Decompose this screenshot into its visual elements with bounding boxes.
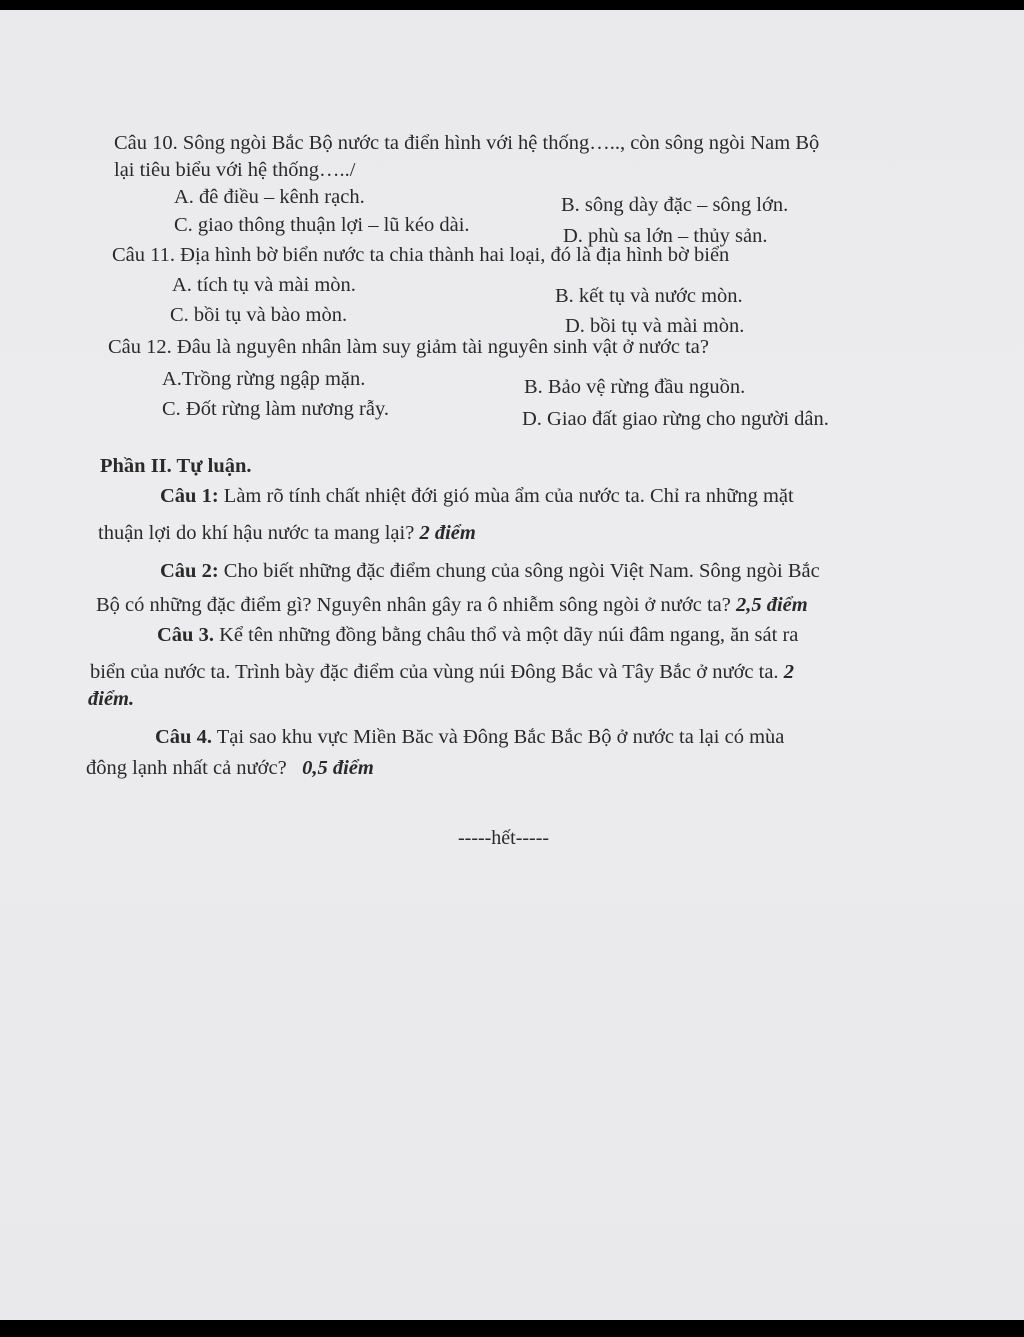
essay-q2-line1 bbox=[160, 558, 948, 584]
q12-option-c: C. Đốt rừng làm nương rẫy. bbox=[162, 398, 390, 420]
essay-q3-line1 bbox=[157, 622, 947, 648]
essay-q4-line1 bbox=[155, 724, 949, 750]
essay-q1-line1 bbox=[160, 483, 948, 509]
essay-q1-points: 2 điểm bbox=[419, 522, 476, 544]
q10-option-a: A. đê điều – kênh rạch. bbox=[174, 186, 365, 208]
q11-option-c: C. bồi tụ và bào mòn. bbox=[170, 304, 348, 326]
part2-heading: Phần II. Tự luận. bbox=[100, 455, 252, 477]
essay-q4-points: 0,5 điểm bbox=[302, 757, 374, 779]
exam-page bbox=[0, 10, 1024, 1320]
q10-option-d: D. phù sa lớn – thủy sản. bbox=[563, 225, 768, 247]
essay-q3-points-cont: điểm. bbox=[88, 688, 135, 710]
q10-line2: lại tiêu biểu với hệ thống…../ bbox=[114, 159, 356, 181]
q11-option-b: B. kết tụ và nước mòn. bbox=[555, 285, 743, 307]
essay-q4-label: Câu 4. bbox=[155, 726, 212, 748]
essay-q1-line2: thuận lợi do khí hậu nước ta mang lại? 2 điểm bbox=[98, 522, 476, 544]
q12-option-d: D. Giao đất giao rừng cho người dân. bbox=[522, 408, 829, 430]
essay-q1-text: Làm rõ tính chất nhiệt đới gió mùa ẩm của nước ta. Chỉ ra những mặt bbox=[218, 485, 794, 507]
q10-option-c: C. giao thông thuận lợi – lũ kéo dài. bbox=[174, 214, 470, 236]
q11-option-d: D. bồi tụ và mài mòn. bbox=[565, 315, 745, 337]
bottom-black-border bbox=[0, 1320, 1024, 1337]
top-black-border bbox=[0, 0, 1024, 10]
q12-option-b: B. Bảo vệ rừng đầu nguồn. bbox=[524, 376, 746, 398]
q12-option-a: A.Trồng rừng ngập mặn. bbox=[162, 368, 366, 390]
q12-question: Câu 12. Đâu là nguyên nhân làm suy giảm tài nguyên sinh vật ở nước ta? bbox=[108, 336, 709, 358]
q11-option-a: A. tích tụ và mài mòn. bbox=[172, 274, 356, 296]
essay-q4-text: Tại sao khu vực Miền Băc và Đông Bắc Bắc Bộ ở nước ta lại có mùa bbox=[211, 726, 785, 748]
essay-q2-points: 2,5 điểm bbox=[735, 594, 808, 616]
q10-line1: Câu 10. Sông ngòi Bắc Bộ nước ta điển hình với hệ thống….., còn sông ngòi Nam Bộ bbox=[114, 132, 820, 154]
end-marker: -----hết----- bbox=[458, 827, 550, 849]
essay-q2-text: Cho biết những đặc điểm chung của sông ngòi Việt Nam. Sông ngòi Bắc bbox=[218, 560, 820, 582]
q11-question: Câu 11. Địa hình bờ biển nước ta chia thành hai loại, đó là địa hình bờ biển bbox=[112, 244, 730, 266]
essay-q2-label: Câu 2: bbox=[160, 560, 219, 582]
essay-q3-points: 2 bbox=[783, 661, 794, 683]
essay-q2-line2: Bộ có những đặc điểm gì? Nguyên nhân gây ra ô nhiễm sông ngòi ở nước ta? 2,5 điểm bbox=[96, 594, 808, 616]
essay-q3-label: Câu 3. bbox=[157, 624, 214, 646]
essay-q3-text: Kể tên những đồng bằng châu thổ và một dãy núi đâm ngang, ăn sát ra bbox=[213, 624, 799, 646]
essay-q3-line2: biển của nước ta. Trình bày đặc điểm của vùng núi Đông Bắc và Tây Bắc ở nước ta. 2 bbox=[90, 661, 794, 683]
essay-q1-label: Câu 1: bbox=[160, 485, 219, 507]
essay-q4-line2: đông lạnh nhất cả nước? 0,5 điểm bbox=[86, 757, 374, 779]
q10-option-b: B. sông dày đặc – sông lớn. bbox=[561, 194, 789, 216]
